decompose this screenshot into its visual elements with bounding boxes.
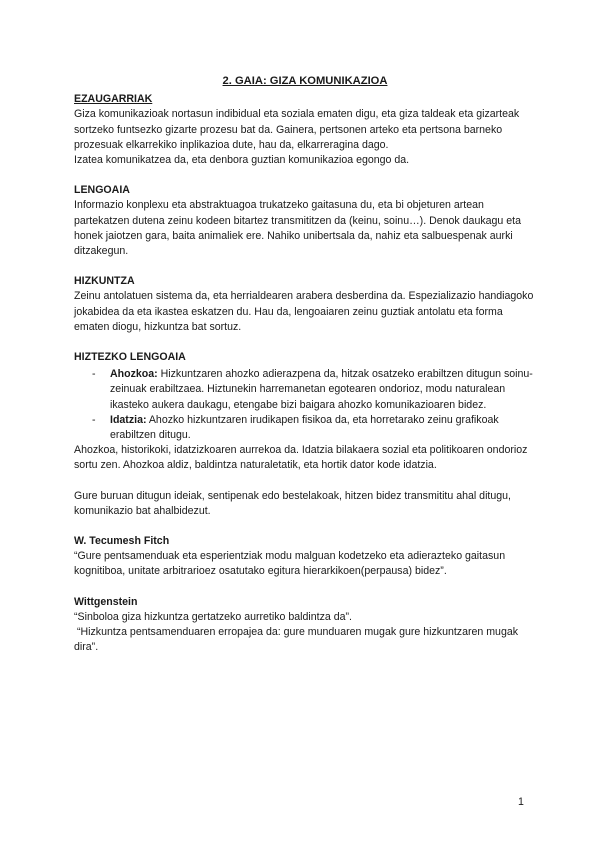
section-heading-hizkuntza: HIZKUNTZA	[74, 275, 135, 288]
list-item-text: Hizkuntzaren ahozko adierazpena da, hitzak osatzeko erabiltzen ditugun soinu-zeinuak erabiltzaea. Hiztunekin harremanetan egotearen ondorioz, modu naturalean ikasteko aukera daukagu, etengabe bizi baigara ahozko komunikazioaren bidez.	[110, 368, 533, 411]
document-page	[74, 74, 536, 656]
section-hizkuntza	[74, 274, 536, 335]
spacer	[74, 168, 536, 183]
section-heading-hiztezko-lengoaia: HIZTEZKO LENGOAIA	[74, 351, 186, 364]
hizkuntza-paragraph: Zeinu antolatuen sistema da, eta herrialdearen arabera desberdina da. Espezializazio handiagoko jokabidea da eta ikastea eskatzen du. Hau da, lengoaiaren zeinu guztiak antolatu eta forma ematen diogu, hizkuntza bat sortuz.	[74, 290, 534, 333]
hiztezko-paragraph-1: Ahozkoa, historikoki, idatzizkoaren aurrekoa da. Idatzia bilakaera sozial eta politikoaren ondorioz sortu zen. Ahozkoa aldiz, baldintza naturaletatik, eta hortik dator kode idatzia.	[74, 444, 528, 472]
wittgenstein-quote-2: “Hizkuntza pentsamenduaren erropajea da: gure munduaren mugak gure hizkuntzaren mugak dira”.	[74, 626, 521, 654]
list-item	[74, 367, 536, 413]
spacer	[74, 259, 536, 274]
list-item-term: Ahozkoa:	[110, 368, 158, 381]
list-item-text: Ahozko hizkuntzaren irudikapen fisikoa da, eta horretarako zeinu grafikoak erabiltzen ditugu.	[110, 413, 499, 442]
section-heading-lengoaia: LENGOAIA	[74, 184, 130, 197]
section-fitch	[74, 534, 536, 580]
hiztezko-paragraph-2: Gure buruan ditugun ideiak, sentipenak edo bestelakoak, hitzen bidez transmititu ahal ditugu, komunikazio bat ahalbidezut.	[74, 489, 511, 517]
bullet-list	[74, 367, 536, 443]
section-ezaugarriak	[74, 92, 536, 168]
ezaugarriak-paragraph-2: Izatea komunikatzea da, eta denbora guztian komunikazioa egongo da.	[74, 154, 410, 167]
spacer	[74, 580, 536, 595]
section-lengoaia	[74, 183, 536, 259]
spacer	[74, 335, 536, 350]
fitch-quote: “Gure pentsamenduak eta esperientziak modu malguan kodetzeko eta adierazteko gaitasun kognitiboa, unitate arbitrarioez osatutako egitura hierarkikoen(perpausa) bidez”.	[74, 550, 506, 578]
section-wittgenstein	[74, 595, 536, 656]
lengoaia-paragraph: Informazio konplexu eta abstraktuagoa trukatzeko gaitasuna du, eta bi objeturen artean partekatzen dutena zeinu kodeen bitartez transmititzen da (keinu, soinu…). Denok daukagu eta honek jaiotzen gara, baita animaliek ere. Nahiko unibertsala da, nahiz eta salbuespenak aurki ditzakegun.	[74, 199, 521, 258]
list-item	[74, 413, 536, 443]
section-hiztezko-lengoaia	[74, 350, 536, 519]
bullet-dash-icon: -	[92, 368, 96, 381]
ezaugarriak-paragraph-1: Giza komunikazioak nortasun indibidual eta soziala ematen digu, eta giza taldeak eta gizarteak sortzeko funtsezko gizarte prozesu bat da. Gainera, pertsonen arteko eta pertsona barneko prozesuak elkarrekiko inplikazioa dute, hau da, elkarreragina dago.	[74, 108, 520, 151]
section-heading-ezaugarriak: EZAUGARRIAK	[74, 93, 153, 106]
bullet-dash-icon: -	[92, 413, 96, 426]
spacer	[74, 519, 536, 534]
section-heading-wittgenstein: Wittgenstein	[74, 595, 138, 608]
page-number: 1	[518, 796, 524, 808]
wittgenstein-quote-1: “Sinboloa giza hizkuntza gertatzeko aurretiko baldintza da”.	[74, 610, 352, 623]
page-title: 2. GAIA: GIZA KOMUNIKAZIOA	[222, 75, 388, 87]
spacer	[74, 474, 536, 489]
section-heading-fitch: W. Tecumesh Fitch	[74, 535, 170, 548]
list-item-term: Idatzia:	[110, 413, 147, 426]
